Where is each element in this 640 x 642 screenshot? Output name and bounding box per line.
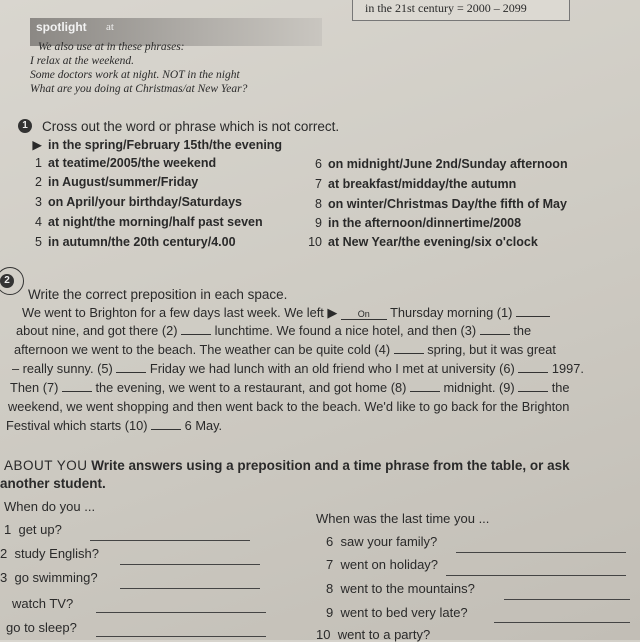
ex2-line-1: We went to Brighton for a few days last week. We left ▶ On Thursday morning (1) [22,305,550,321]
question-5: go to sleep? [6,620,77,635]
ex2-line-5: Then (7) the evening, we went to a restaurant, and got home (8) midnight. (9) the [10,380,570,395]
ex1-item-6: 6 on midnight/June 2nd/Sunday afternoon [315,157,568,171]
ex2-line-2: about nine, and got there (2) lunchtime. We found a nice hotel, and then (3) the [16,323,532,338]
answer-line-5[interactable] [96,636,266,637]
answer-line-6[interactable] [456,552,626,553]
answer-line-9[interactable] [494,622,630,623]
left-column-head: When do you ... [4,499,96,514]
question-2: 2 study English? [0,546,100,561]
exercise-2-number: 2 [0,274,14,288]
question-1: 1 get up? [4,522,62,537]
century-note-box [352,0,570,21]
ex1-item-10: 10 at New Year/the evening/six o'clock [308,235,538,249]
ex1-item-4: 4 at night/the morning/half past seven [35,215,263,229]
ex1-item-2: 2 in August/summer/Friday [35,175,199,189]
spotlight-phrase-1: I relax at the weekend. [30,55,134,67]
question-9: 9 went to bed very late? [326,605,468,620]
right-column-head: When was the last time you ... [316,511,490,526]
spotlight-intro: We also use at in these phrases: [38,41,185,53]
ex2-line-4: – really sunny. (5) Friday we had lunch with an old friend who I met at university (6) 1997. [12,361,584,376]
ex2-line-6: weekend, we went shopping and then went back to the beach. We'd like to go back for the Brighton [8,399,570,414]
answer-line-7[interactable] [446,575,626,576]
ex1-item-7: 7 at breakfast/midday/the autumn [315,177,517,191]
answer-line-4[interactable] [96,612,266,613]
pencil-circle-mark [0,267,24,295]
spotlight-phrase-3: What are you doing at Christmas/at New Year? [30,83,248,95]
exercise-1-title: Cross out the word or phrase which is not correct. [42,119,340,134]
answer-line-8[interactable] [504,599,630,600]
question-8: 8 went to the mountains? [326,581,475,596]
century-note: in the 21st century = 2000 – 2099 [365,1,527,15]
answer-line-2[interactable] [120,564,260,565]
ex2-line-3: afternoon we went to the beach. The weather can be quite cold (4) spring, but it was great [14,342,556,357]
spotlight-at: at [106,21,114,33]
example-answer: On [341,309,387,320]
question-7: 7 went on holiday? [326,557,439,572]
question-4: watch TV? [12,596,74,611]
question-6: 6 saw your family? [326,534,438,549]
ex1-item-3: 3 on April/your birthday/Saturdays [35,195,243,209]
ex1-item-9: 9 in the afternoon/dinnertime/2008 [315,216,522,230]
ex2-line-7: Festival which starts (10) 6 May. [6,418,223,433]
ex1-item-8: 8 on winter/Christmas Day/the fifth of May [315,197,567,211]
answer-line-1[interactable] [90,540,250,541]
exercise-2-title: Write the correct preposition in each space. [28,287,288,302]
answer-line-3[interactable] [120,588,260,589]
about-you-heading-line2: another student. [0,476,106,491]
question-10: 10 went to a party? [316,627,431,642]
spotlight-phrase-2: Some doctors work at night. NOT in the night [30,69,240,81]
ex1-item-example: ▶ in the spring/February 15th/the evening [32,138,283,152]
question-3: 3 go swimming? [0,570,98,585]
spotlight-label: spotlight [36,20,87,34]
exercise-1-number: 1 [18,119,32,133]
about-you-heading: ABOUT YOU Write answers using a preposition and a time phrase from the table, or ask [4,458,570,473]
ex1-item-1: 1 at teatime/2005/the weekend [35,156,217,170]
ex1-item-5: 5 in autumn/the 20th century/4.00 [35,235,236,249]
